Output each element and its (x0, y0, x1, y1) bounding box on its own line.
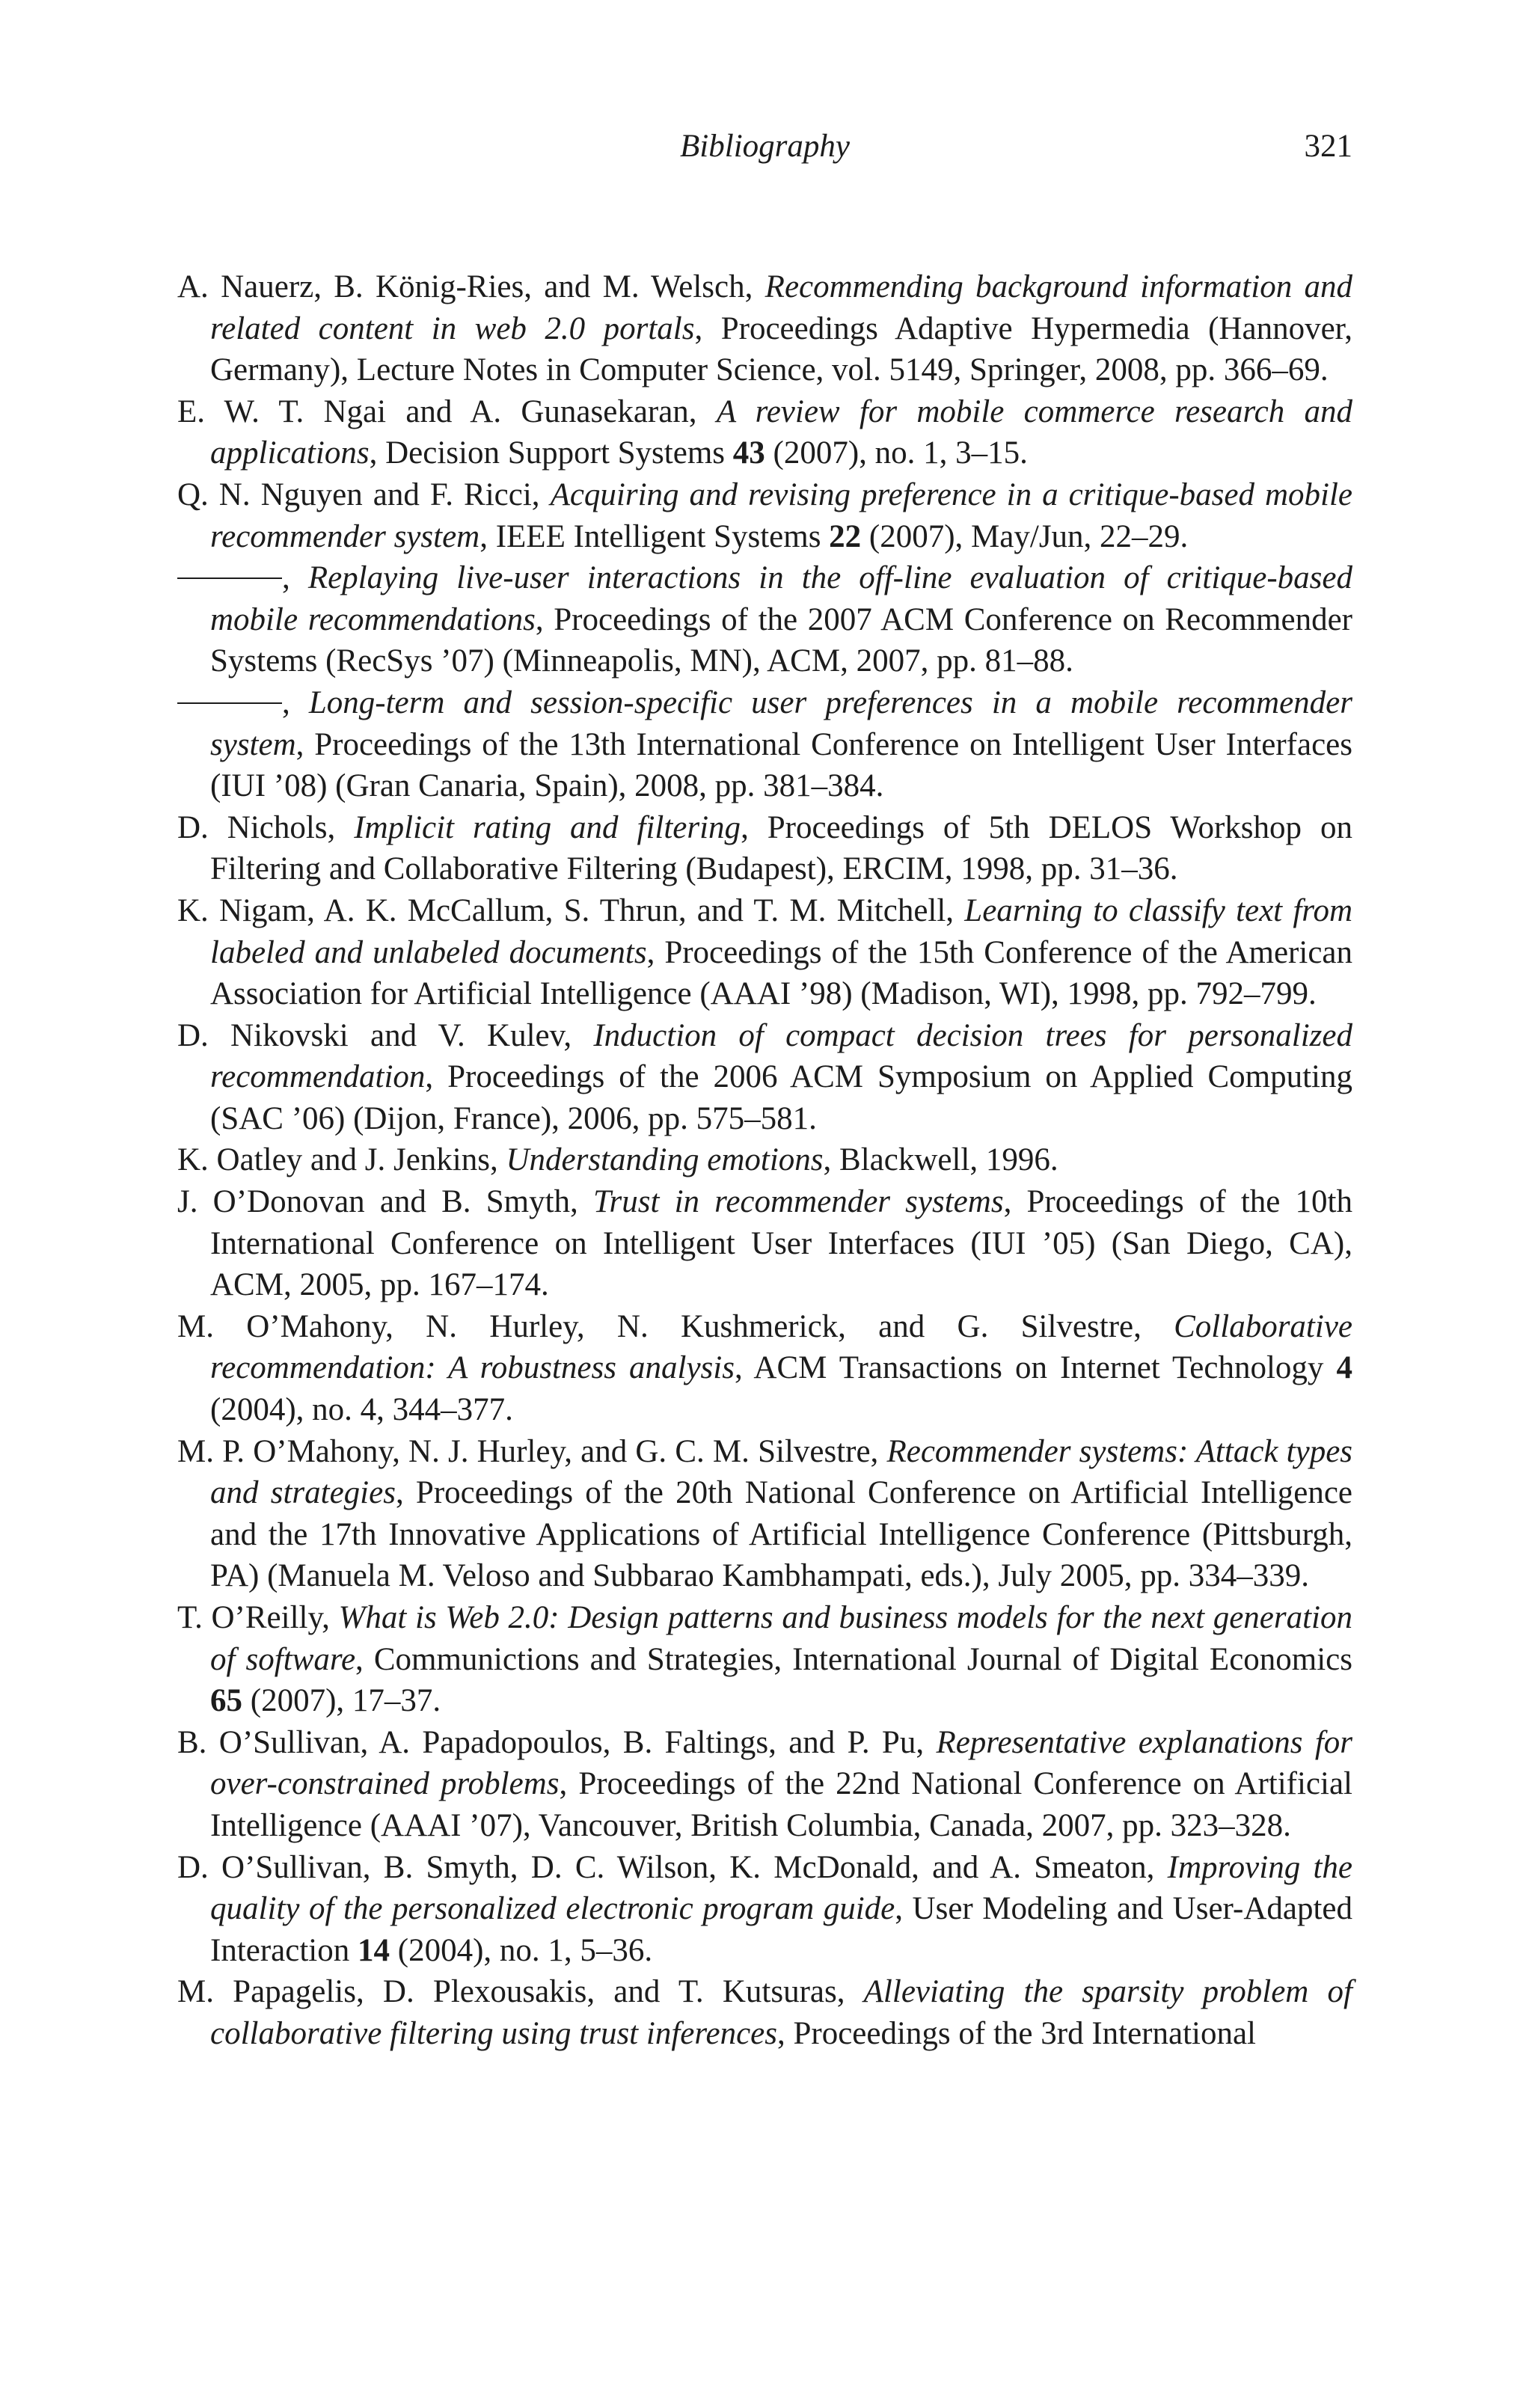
running-title: Bibliography (680, 129, 850, 164)
bib-entry-nigam (177, 890, 1352, 1015)
bib-entry-omahony-2005 (177, 1431, 1352, 1597)
running-head (177, 124, 1352, 169)
entry-authors: M. P. O’Mahony, N. J. Hurley, and G. C. M. Silvestre, (177, 1433, 887, 1469)
entry-details: , Proceedings of the 22nd National Conference on Artificial Intelligence (AAAI ’07), Vancouver, British Columbia, Canada, 2007, pp. 323–328. (210, 1766, 1352, 1843)
entry-details: , IEEE Intelligent Systems (479, 518, 830, 554)
entry-details: , Proceedings of the 3rd International (776, 2015, 1257, 2051)
entry-authors: K. Nigam, A. K. McCallum, S. Thrun, and T. M. Mitchell, (177, 892, 965, 928)
bib-entry-oatley (177, 1139, 1352, 1181)
entry-volume: 14 (358, 1932, 390, 1968)
bib-entry-nguyen-iui08 (177, 682, 1352, 807)
entry-title: Alleviating the sparsity problem of collaborative filtering using trust inferences (210, 1974, 1352, 2051)
same-authors-rule (177, 702, 282, 704)
entry-volume: 43 (732, 435, 765, 471)
bib-entry-ngai (177, 391, 1352, 474)
bib-entry-osullivan-d (177, 1847, 1352, 1972)
entry-details-end: (2004), no. 1, 5–36. (390, 1932, 653, 1968)
bib-entry-papagelis (177, 1971, 1352, 2054)
entry-details: , Proceedings of the 2006 ACM Symposium on Applied Computing (SAC ’06) (Dijon, France), 2006, pp. 575–581. (210, 1059, 1352, 1136)
entry-title: Induction of compact decision trees for personalized recommendation (210, 1017, 1352, 1095)
entry-authors: J. O’Donovan and B. Smyth, (177, 1184, 593, 1220)
entry-title: Recommender systems: Attack types and strategies (210, 1433, 1353, 1511)
entry-details: , Communictions and Strategies, International Journal of Digital Economics (355, 1641, 1352, 1677)
bib-entry-omahony-2004 (177, 1306, 1352, 1431)
entry-details: , User Modeling and User-Adapted Interaction (210, 1891, 1353, 1968)
bib-entry-nichols (177, 807, 1352, 890)
entry-authors: M. Papagelis, D. Plexousakis, and T. Kutsuras, (177, 1974, 864, 2010)
bib-entry-nguyen-2007 (177, 474, 1352, 557)
entry-authors: E. W. T. Ngai and A. Gunasekaran, (177, 393, 717, 429)
entry-title: A review for mobile commerce research and applications (210, 393, 1352, 471)
entry-authors: M. O’Mahony, N. Hurley, N. Kushmerick, and G. Silvestre, (177, 1308, 1174, 1344)
entry-details-end: (2004), no. 4, 344–377. (210, 1392, 513, 1428)
entry-volume: 65 (210, 1683, 242, 1719)
entry-title: Recommending background information and related content in web 2.0 portals (210, 269, 1352, 346)
entry-authors: A. Nauerz, B. König-Ries, and M. Welsch, (177, 269, 765, 304)
entry-title: Acquiring and revising preference in a critique-based mobile recommender system (210, 477, 1352, 554)
entry-details: , Decision Support Systems (369, 435, 733, 471)
entry-title: Understanding emotions (506, 1142, 824, 1178)
entry-authors: T. O’Reilly, (177, 1600, 339, 1635)
entry-details-end: (2007), no. 1, 3–15. (765, 435, 1028, 471)
bib-entry-nikovski (177, 1015, 1352, 1140)
bib-entry-oreilly (177, 1597, 1352, 1722)
entry-details: , Proceedings of the 10th International Conference on Intelligent User Interfaces (IUI ’05) (San Diego, CA), ACM, 2005, pp. 167–174. (210, 1184, 1352, 1303)
entry-authors: Q. N. Nguyen and F. Ricci, (177, 477, 551, 512)
entry-details: , Blackwell, 1996. (823, 1142, 1058, 1178)
entry-details: , Proceedings of the 15th Conference of the American Association for Artificial Intelligence (AAAI ’98) (Madison, WI), 1998, pp. 792–799. (210, 934, 1352, 1012)
bibliography-list (177, 266, 1352, 2055)
entry-title: Implicit rating and filtering (354, 809, 741, 845)
entry-title: Collaborative recommendation: A robustness analysis (210, 1308, 1352, 1386)
entry-authors: , (282, 560, 308, 596)
entry-authors: , (282, 684, 309, 720)
entry-details-end: (2007), 17–37. (242, 1683, 441, 1719)
bib-entry-osullivan-b (177, 1722, 1352, 1847)
entry-title: What is Web 2.0: Design patterns and business models for the next generation of software (210, 1600, 1352, 1677)
entry-title: Learning to classify text from labeled and unlabeled documents (210, 892, 1352, 970)
entry-title: Trust in recommender systems (592, 1184, 1004, 1220)
page-number: 321 (1304, 129, 1352, 164)
bib-entry-nguyen-recsys07 (177, 557, 1352, 682)
entry-title: Long-term and session-specific user preferences in a mobile recommender system (210, 684, 1352, 762)
bib-entry-odonovan (177, 1181, 1352, 1306)
entry-details: , Proceedings of the 13th International Conference on Intelligent User Interfaces (IUI ’08) (Gran Canaria, Spain), 2008, pp. 381–384. (210, 726, 1352, 804)
bib-entry-nauerz (177, 266, 1352, 391)
entry-title: Improving the quality of the personalized electronic program guide (210, 1849, 1352, 1927)
entry-details-end: (2007), May/Jun, 22–29. (861, 518, 1189, 554)
entry-authors: B. O’Sullivan, A. Papadopoulos, B. Faltings, and P. Pu, (177, 1724, 937, 1760)
entry-details: , Proceedings of 5th DELOS Workshop on Filtering and Collaborative Filtering (Budapest), ERCIM, 1998, pp. 31–36. (210, 809, 1352, 887)
entry-volume: 22 (829, 518, 862, 554)
entry-details: , Proceedings of the 2007 ACM Conference on Recommender Systems (RecSys ’07) (Minneapolis, MN), ACM, 2007, pp. 81–88. (210, 601, 1352, 679)
entry-authors: D. Nikovski and V. Kulev, (177, 1017, 594, 1053)
entry-authors: D. Nichols, (177, 809, 355, 845)
entry-authors: D. O’Sullivan, B. Smyth, D. C. Wilson, K. McDonald, and A. Smeaton, (177, 1849, 1168, 1885)
entry-details: , ACM Transactions on Internet Technology (734, 1350, 1337, 1386)
entry-details: , Proceedings Adaptive Hypermedia (Hannover, Germany), Lecture Notes in Computer Science, vol. 5149, Springer, 2008, pp. 366–69. (210, 310, 1352, 388)
entry-authors: K. Oatley and J. Jenkins, (177, 1142, 506, 1178)
entry-title: Representative explanations for over-constrained problems (210, 1724, 1352, 1802)
same-authors-rule (177, 578, 282, 579)
entry-details: , Proceedings of the 20th National Conference on Artificial Intelligence and the 17th Innovative Applications of Artificial Intelligence Conference (Pittsburgh, PA) (Manuela M. Veloso and Subbarao Kambhampati, eds.), July 2005, pp. 334–339. (210, 1475, 1352, 1594)
entry-title: Replaying live-user interactions in the off-line evaluation of critique-based mobile recommendations (210, 560, 1352, 637)
entry-volume: 4 (1336, 1350, 1352, 1386)
